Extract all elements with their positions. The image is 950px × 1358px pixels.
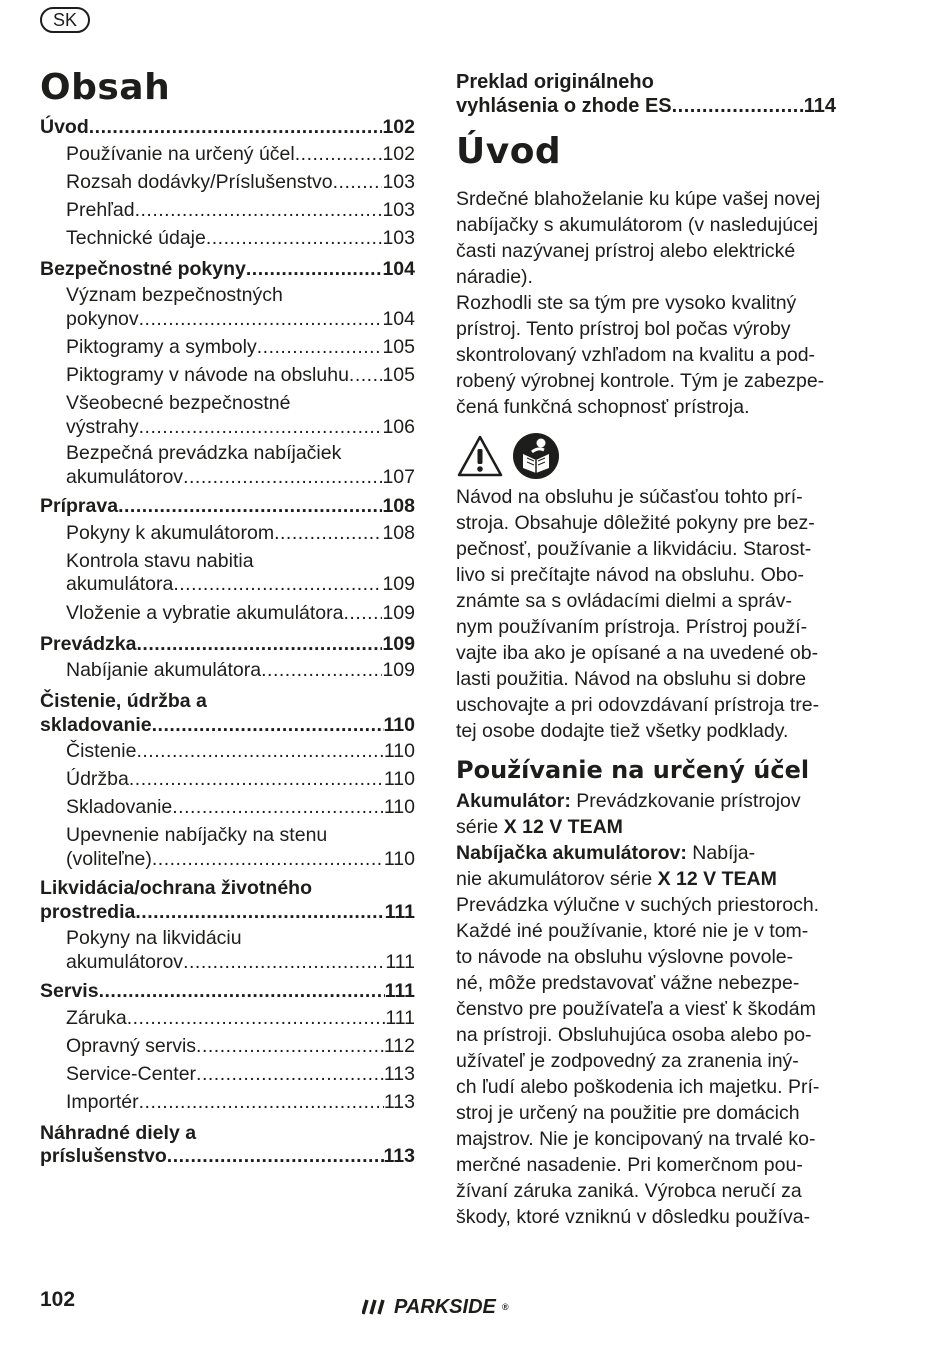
read-manual-icon: [512, 432, 560, 480]
toc-section[interactable]: [40, 877, 415, 924]
toc-entry-line1: Preklad originálneho: [456, 71, 654, 93]
toc-item-label: Piktogramy v návode na obsluhu: [66, 364, 349, 386]
toc-item-label: Používanie na určený účel: [66, 142, 295, 165]
series-name: X 12 V TEAM: [503, 816, 623, 838]
toc-item[interactable]: [66, 168, 415, 196]
toc-section[interactable]: [40, 258, 415, 282]
toc-item-page: 103: [382, 170, 415, 193]
intended-use-text: [456, 892, 836, 1230]
brand-logo: [362, 1295, 509, 1319]
battery-label: Akumulátor:: [456, 790, 571, 812]
toc-item-label: Piktogramy a symboly: [66, 336, 257, 358]
warning-triangle-icon: [456, 434, 504, 478]
toc-item-label: Záruka: [66, 1006, 127, 1029]
battery-line1: [456, 788, 836, 814]
toc-item-page: 112: [383, 1034, 415, 1057]
toc-leader-dots: [136, 737, 383, 765]
toc-section-line1: Čistenie, údržba a: [40, 690, 207, 712]
toc-item[interactable]: [66, 550, 415, 597]
toc-leader-dots: [196, 1060, 384, 1088]
text-line: tej osobe dodajte tiež všetky podklady.: [456, 720, 789, 742]
toc-leader-dots: [135, 196, 383, 224]
toc-leader-dots: [152, 848, 384, 872]
brand-name: PARKSIDE: [394, 1295, 496, 1318]
toc-section-label: Servis: [40, 980, 99, 1002]
toc-leader-dots: [118, 495, 382, 519]
toc-item[interactable]: [66, 824, 415, 871]
toc-item-label: Opravný servis: [66, 1034, 197, 1057]
brand-registered-mark: ®: [501, 1302, 509, 1312]
toc-item-page: 111: [385, 1006, 415, 1029]
text-line: to návode na obsluhu výslovne povole-: [456, 946, 794, 968]
toc-leader-dots: [152, 714, 384, 738]
toc-section[interactable]: [40, 495, 415, 519]
toc-item-page: 111: [385, 950, 415, 973]
toc-section-line1: Náhradné diely a: [40, 1121, 197, 1144]
toc-item-label: Čistenie: [66, 740, 137, 762]
toc-item-line1: Bezpečná prevádzka nabíjačiek: [66, 442, 342, 464]
toc-leader-dots: [129, 765, 384, 793]
toc-leader-dots: [196, 1032, 384, 1060]
toc-leader-dots: [135, 901, 384, 925]
text-line: Rozhodli ste sa tým pre vysoko kvalitný: [456, 292, 797, 314]
toc-item-line1: Význam bezpečnostných: [66, 284, 283, 306]
text-line: časti nazývanej prístroj alebo elektrické: [456, 240, 796, 262]
toc-item[interactable]: [66, 361, 415, 389]
toc-item[interactable]: [66, 196, 415, 224]
toc-title: Obsah: [40, 67, 171, 108]
manual-paragraph: [456, 484, 836, 744]
toc-leader-dots: [349, 361, 383, 389]
toc-section[interactable]: [40, 1122, 415, 1169]
toc-leader-dots: [172, 793, 384, 821]
toc-section-page: 108: [382, 495, 415, 517]
toc-item-page: 105: [382, 336, 415, 358]
toc-section-page: 109: [382, 632, 415, 655]
toc-item-line1: Všeobecné bezpečnostné: [66, 392, 291, 414]
toc-section[interactable]: [40, 980, 415, 1004]
toc-item-label: Vloženie a vybratie akumulátora: [66, 601, 344, 624]
toc-leader-dots: [136, 633, 382, 657]
toc-item-page: 113: [383, 1062, 415, 1085]
text-line: né, môže predstavovať vážne nebezpe-: [456, 972, 800, 994]
text-line: náradie).: [456, 266, 533, 288]
toc-item-page: 109: [382, 573, 415, 595]
battery-text: Prevádzkovanie prístrojov: [576, 790, 801, 812]
toc-section-label: príslušenstvo: [40, 1145, 167, 1167]
toc-item-label: Skladovanie: [66, 796, 173, 818]
toc-section-label: prostredia: [40, 900, 136, 923]
toc-item[interactable]: [66, 140, 415, 168]
text-line: Srdečné blahoželanie ku kúpe vašej novej: [456, 188, 821, 210]
toc-section-page: 110: [383, 713, 415, 736]
toc-list: [40, 116, 415, 1169]
text-line: stroj je určený na použitie pre domácich: [456, 1102, 800, 1124]
toc-section-line1: Likvidácia/ochrana životného: [40, 877, 312, 899]
toc-item-label: pokynov: [66, 307, 139, 330]
charger-text: Nabíja-: [692, 842, 756, 864]
charger-line2: [456, 866, 836, 892]
text-line: stroja. Obsahuje dôležité pokyny pre bez-: [456, 512, 815, 534]
right-column: [456, 71, 836, 1230]
toc-item[interactable]: [66, 599, 415, 627]
text-line: nym používaním prístroja. Prístroj použí-: [456, 616, 808, 638]
toc-item-line1: Upevnenie nabíjačky na stenu: [66, 824, 328, 846]
toc-leader-dots: [344, 599, 383, 627]
text-line: robený výrobnej kontrole. Tým je zabezpe-: [456, 370, 825, 392]
toc-leader-dots: [206, 224, 383, 252]
toc-entry-label: vyhlásenia o zhode ES: [456, 94, 672, 117]
toc-item-page: 107: [382, 465, 415, 488]
toc-section-label: Úvod: [40, 116, 89, 138]
toc-item-page: 110: [383, 768, 415, 790]
text-line: Prevádzka výlučne v suchých priestoroch.: [456, 894, 820, 916]
toc-item-label: (voliteľne): [66, 847, 152, 870]
intro-paragraph: [456, 186, 836, 420]
toc-item-page: 108: [382, 521, 415, 544]
toc-section[interactable]: [40, 690, 415, 737]
toc-section-page: 113: [383, 1145, 415, 1167]
toc-item[interactable]: [66, 737, 415, 765]
toc-item-label: Údržba: [66, 768, 129, 790]
toc-item[interactable]: [66, 333, 415, 361]
text-line: žívaní záruka zaniká. Výrobca neručí za: [456, 1180, 802, 1202]
intro-heading: Úvod: [456, 131, 562, 172]
toc-leader-dots: [139, 1088, 384, 1116]
toc-section-label: Prevádzka: [40, 632, 137, 655]
toc-item-page: 106: [382, 415, 415, 438]
text-line: majstrov. Nie je koncipovaný na trvalé ko-: [456, 1128, 816, 1150]
toc-item-line1: Kontrola stavu nabitia: [66, 549, 254, 572]
toc-section-label: Bezpečnostné pokyny: [40, 257, 246, 280]
intended-use-heading: Používanie na určený účel: [456, 756, 810, 784]
toc-item[interactable]: [66, 927, 415, 974]
toc-item[interactable]: [66, 1004, 415, 1032]
text-line: ch ľudí alebo poškodenia ich majetku. Prí-: [456, 1076, 820, 1098]
text-line: užívateľ je zodpovedný za zranenia iný-: [456, 1050, 799, 1072]
toc-section-page: 102: [382, 116, 415, 138]
text-line: nabíjačky s akumulátorom (v nasledujúcej: [456, 214, 819, 236]
toc-item-label: akumulátora: [66, 573, 174, 595]
text-line: čená funkčná schopnosť prístroja.: [456, 396, 750, 418]
page-number: 102: [40, 1288, 76, 1311]
toc-item-page: 103: [382, 198, 415, 221]
toc-section[interactable]: [40, 633, 415, 657]
toc-item-label: Importér: [66, 1090, 139, 1113]
text-line: lasti použitia. Návod na obsluhu si dobre: [456, 668, 807, 690]
toc-item[interactable]: [66, 1032, 415, 1060]
toc-item-page: 109: [382, 601, 415, 624]
toc-entry-page: 114: [803, 94, 836, 117]
safety-icons: [456, 432, 836, 480]
toc-item[interactable]: [66, 224, 415, 252]
toc-item[interactable]: [66, 392, 415, 439]
toc-leader-dots: [127, 1004, 386, 1032]
toc-item-page: 109: [382, 659, 415, 681]
toc-item-label: Prehľad: [66, 198, 135, 221]
toc-item[interactable]: [66, 793, 415, 821]
toc-leader-dots: [173, 573, 382, 597]
toc-item-page: 104: [382, 307, 415, 330]
text-line: Návod na obsluhu je súčasťou tohto prí-: [456, 486, 803, 508]
toc-item-label: Nabíjanie akumulátora: [66, 659, 262, 681]
toc-item-page: 103: [382, 226, 415, 249]
text-line: čenstvo pre používateľa a viesť k škodám: [456, 998, 816, 1020]
battery-series-prefix: série: [456, 816, 499, 838]
toc-leader-dots: [274, 519, 382, 547]
toc-item-page: 110: [383, 796, 415, 818]
toc-section-label: skladovanie: [40, 713, 152, 736]
toc-item-label: Service-Center: [66, 1062, 197, 1085]
toc-item[interactable]: [66, 656, 415, 684]
toc-section-page: 104: [382, 257, 415, 280]
toc-item-label: Technické údaje: [66, 226, 206, 249]
toc-leader-dots: [333, 168, 383, 196]
series-name: X 12 V TEAM: [657, 868, 777, 890]
toc-item-page: 105: [382, 364, 415, 386]
text-line: na prístroji. Obsluhujúca osoba alebo po-: [456, 1024, 812, 1046]
table-of-contents: [40, 66, 415, 1169]
toc-leader-dots: [183, 466, 382, 490]
toc-leader-dots: [89, 116, 383, 140]
toc-item-label: akumulátorov: [66, 950, 184, 973]
charger-label: Nabíjačka akumulátorov:: [456, 842, 687, 864]
text-line: livo si prečítajte návod na obsluhu. Obo-: [456, 564, 804, 586]
toc-section-page: 111: [384, 900, 415, 923]
toc-leader-dots: [246, 258, 383, 282]
text-line: Každé iné používanie, ktoré nie je v tom-: [456, 920, 809, 942]
toc-section-label: Príprava: [40, 495, 119, 517]
toc-section-page: 111: [384, 980, 415, 1002]
toc-leader-dots: [672, 95, 804, 119]
toc-item[interactable]: [66, 765, 415, 793]
toc-item-label: Pokyny k akumulátorom: [66, 521, 275, 544]
toc-leader-dots: [257, 333, 383, 361]
toc-section[interactable]: [40, 116, 415, 140]
toc-item-label: Rozsah dodávky/Príslušenstvo: [66, 170, 333, 193]
toc-item[interactable]: [66, 284, 415, 331]
text-line: uschovajte a pri odovzdávaní prístroja tre-: [456, 694, 820, 716]
toc-leader-dots: [167, 1145, 384, 1169]
toc-item-line1: Pokyny na likvidáciu: [66, 927, 242, 949]
toc-item[interactable]: [66, 1060, 415, 1088]
toc-item[interactable]: [66, 1088, 415, 1116]
language-badge: SK: [40, 7, 90, 33]
toc-leader-dots: [99, 980, 385, 1004]
toc-leader-dots: [183, 951, 385, 975]
text-line: škody, ktoré vzniknú v dôsledku používa-: [456, 1206, 811, 1228]
toc-leader-dots: [261, 656, 382, 684]
toc-item-page: 110: [383, 847, 415, 870]
toc-leader-dots: [139, 416, 383, 440]
toc-item[interactable]: [66, 519, 415, 547]
toc-item-page: 102: [382, 142, 415, 165]
text-line: skontrolovaný vzhľadom na kvalitu a pod-: [456, 344, 816, 366]
brand-slashes-icon: [362, 1298, 388, 1316]
toc-entry-declaration[interactable]: [456, 71, 836, 118]
text-line: známte sa s ovládacími dielmi a správ-: [456, 590, 792, 612]
toc-item[interactable]: [66, 442, 415, 489]
text-line: pečnosť, používanie a likvidáciu. Starost-: [456, 538, 812, 560]
text-line: merčné nasadenie. Pri komerčnom pou-: [456, 1154, 803, 1176]
toc-item-page: 110: [383, 740, 415, 762]
charger-line1: [456, 840, 836, 866]
toc-leader-dots: [295, 140, 383, 168]
battery-line2: [456, 814, 836, 840]
toc-leader-dots: [139, 308, 383, 332]
text-line: vajte iba ako je opísané a na uvedené ob-: [456, 642, 819, 664]
toc-item-page: 113: [383, 1090, 415, 1113]
toc-item-label: akumulátorov: [66, 465, 184, 488]
toc-item-label: výstrahy: [66, 415, 139, 438]
text-line: prístroj. Tento prístroj bol počas výroby: [456, 318, 791, 340]
charger-series-prefix: nie akumulátorov série: [456, 868, 653, 890]
